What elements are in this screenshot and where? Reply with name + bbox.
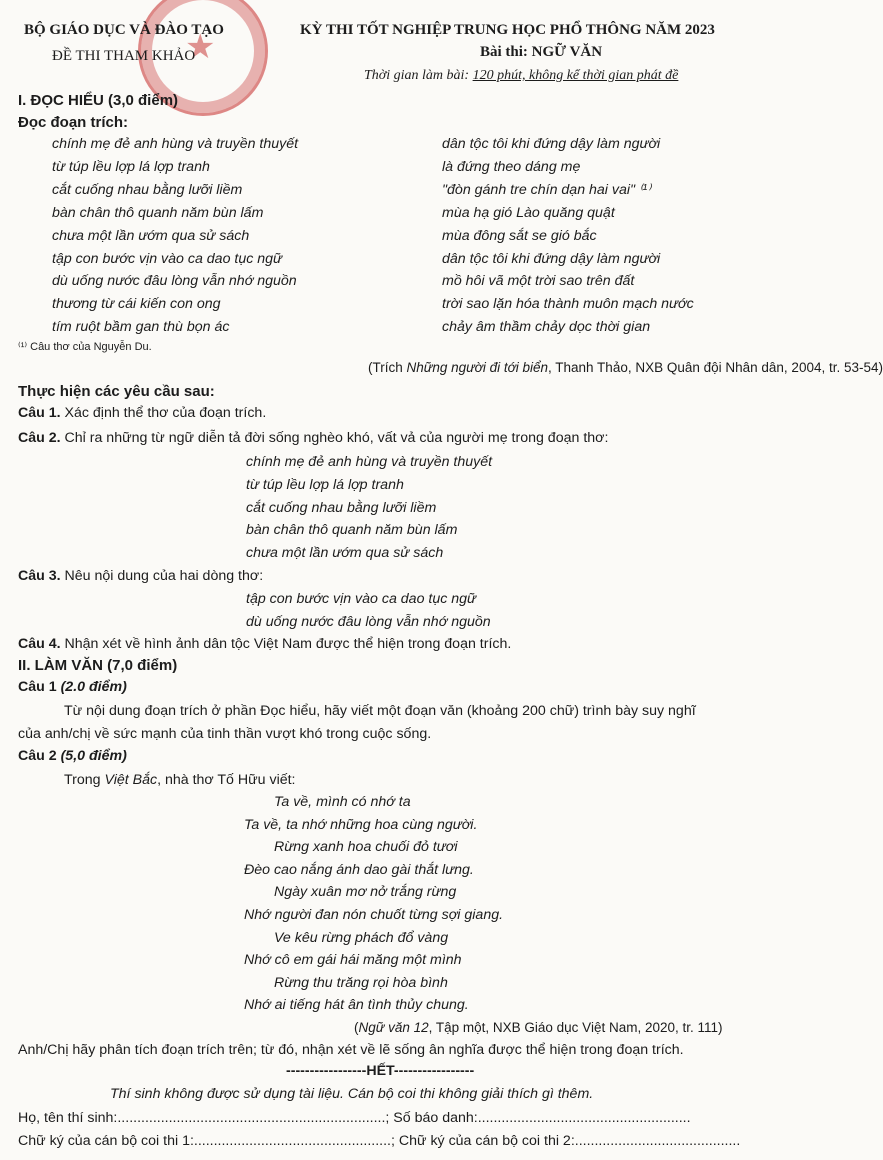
quote-line: cắt cuống nhau bằng lưỡi liềm: [246, 499, 437, 516]
footnote: ⁽¹⁾ Câu thơ của Nguyễn Du.: [18, 341, 152, 353]
essay-2-heading: [18, 748, 127, 764]
poem-line: dân tộc tôi khi đứng dậy làm người: [442, 250, 661, 267]
poem-line: là đứng theo dáng mẹ: [442, 158, 581, 175]
time-allowed: [364, 68, 678, 84]
question-1: [18, 405, 266, 421]
q4-text: Nhận xét về hình ảnh dân tộc Việt Nam được thể hiện trong đoạn trích.: [60, 636, 512, 652]
exam-type: ĐỀ THI THAM KHẢO: [52, 48, 196, 64]
c2-intro-prefix: Trong: [64, 772, 105, 788]
essay-1-heading: [18, 679, 127, 695]
exam-note: Thí sinh không được sử dụng tài liệu. Cán bộ coi thi không giải thích gì thêm.: [110, 1086, 594, 1102]
exam-title: KỲ THI TỐT NGHIỆP TRUNG HỌC PHỔ THÔNG NĂM 2023: [300, 22, 715, 38]
section-1-heading: I. ĐỌC HIỂU (3,0 điểm): [18, 92, 179, 109]
q1-label: Câu 1.: [18, 405, 61, 421]
essay-1-text-line-1: Từ nội dung đoạn trích ở phần Đọc hiểu, hãy viết một đoạn văn (khoảng 200 chữ) trình bày suy nghĩ: [64, 703, 696, 719]
c1-points: (2.0 điểm): [60, 679, 127, 695]
essay-2-source: [354, 1020, 723, 1035]
poem-line: trời sao lặn hóa thành muôn mạch nước: [442, 296, 694, 313]
poem-line: chưa một lần ướm qua sử sách: [52, 227, 250, 244]
tasks-heading: Thực hiện các yêu cầu sau:: [18, 383, 215, 400]
question-4: [18, 636, 511, 652]
poem-line: bàn chân thô quanh năm bùn lấm: [52, 204, 264, 221]
q4-label: Câu 4.: [18, 636, 61, 652]
verse-line: Nhớ cô em gái hái măng một mình: [244, 952, 462, 969]
c2-points: (5,0 điểm): [60, 748, 127, 764]
time-prefix: Thời gian làm bài:: [364, 68, 473, 83]
q2-label: Câu 2.: [18, 430, 61, 446]
poem-line: thương từ cái kiến con ong: [52, 296, 221, 313]
verse-line: Nhớ ai tiếng hát ân tình thủy chung.: [244, 997, 469, 1014]
verse-line: Ve kêu rừng phách đổ vàng: [274, 929, 449, 946]
verse-line: Ta về, ta nhớ những hoa cùng người.: [244, 816, 478, 833]
poem-line: mồ hôi vã một trời sao trên đất: [442, 273, 635, 290]
c1-label: Câu 1: [18, 679, 61, 695]
poem-line: dù uống nước đâu lòng vẫn nhớ nguồn: [52, 273, 297, 290]
source-title: Những người đi tới biển: [406, 360, 549, 375]
poem-line: từ túp lều lợp lá lợp tranh: [52, 158, 210, 175]
seal-star-icon: ★: [185, 28, 216, 66]
question-3: [18, 568, 263, 584]
essay-2-intro: [64, 772, 296, 788]
poem-line: chảy âm thầm chảy dọc thời gian: [442, 319, 651, 336]
quote-line: bàn chân thô quanh năm bùn lấm: [246, 522, 458, 539]
candidate-name-field: Họ, tên thí sinh:....................................................................; Số báo danh:......................................................: [18, 1110, 691, 1126]
question-2: [18, 430, 608, 446]
q3-text: Nêu nội dung của hai dòng thơ:: [60, 568, 264, 584]
q3-label: Câu 3.: [18, 568, 61, 584]
q1-text: Xác định thể thơ của đoạn trích.: [60, 405, 267, 421]
quote-line: chính mẹ đẻ anh hùng và truyền thuyết: [246, 454, 493, 470]
c2-intro-suffix: , nhà thơ Tố Hữu viết:: [157, 772, 296, 788]
verse-line: Nhớ người đan nón chuốt từng sợi giang.: [244, 907, 504, 923]
poem-line: chính mẹ đẻ anh hùng và truyền thuyết: [52, 136, 299, 152]
subject-title: Bài thi: NGỮ VĂN: [480, 44, 603, 60]
poem-line: mùa hạ gió Lào quăng quật: [442, 204, 615, 221]
poem-line: mùa đông sắt se gió bắc: [442, 227, 597, 244]
poem-line: tập con bước vịn vào ca dao tục ngữ: [52, 250, 283, 267]
end-marker: -----------------HẾT-----------------: [286, 1063, 475, 1079]
quote-line: dù uống nước đâu lòng vẫn nhớ nguồn: [246, 613, 491, 630]
c2-label: Câu 2: [18, 748, 61, 764]
section-1-intro: Đọc đoạn trích:: [18, 114, 129, 131]
quote-line: tập con bước vịn vào ca dao tục ngữ: [246, 591, 477, 607]
q2-text: Chỉ ra những từ ngữ diễn tả đời sống nghèo khó, vất vả của người mẹ trong đoạn thơ:: [60, 430, 609, 446]
ministry-name: BỘ GIÁO DỤC VÀ ĐÀO TẠO: [24, 22, 224, 38]
time-value: 120 phút, không kể thời gian phát đề: [472, 68, 679, 83]
quote-line: chưa một lần ướm qua sử sách: [246, 545, 444, 562]
essay-2-task: Anh/Chị hãy phân tích đoạn trích trên; từ đó, nhận xét về lẽ sống ân nghĩa được thể hiện trong đoạn trích.: [18, 1042, 684, 1058]
poem-line: tím ruột bầm gan thù bọn ác: [52, 319, 230, 336]
poem-line: cắt cuống nhau bằng lưỡi liềm: [52, 181, 243, 198]
section-2-heading: II. LÀM VĂN (7,0 điểm): [18, 657, 178, 674]
source-prefix: (Trích: [368, 360, 407, 375]
c2-source-title: Ngữ văn 12: [358, 1020, 429, 1035]
c2-intro-work: Việt Bắc: [104, 772, 158, 788]
verse-line: Đèo cao nắng ánh dao gài thắt lưng.: [244, 861, 474, 878]
poem-line: dân tộc tôi khi đứng dậy làm người: [442, 136, 661, 152]
verse-line: Ngày xuân mơ nở trắng rừng: [274, 884, 457, 901]
poem-source: [368, 360, 883, 375]
verse-line: Ta về, mình có nhớ ta: [274, 794, 411, 810]
verse-line: Rừng thu trăng rọi hòa bình: [274, 974, 448, 991]
invigilator-signatures: Chữ ký của cán bộ coi thi 1:..................................................; Chữ ký của cán bộ coi thi 2:..........................................: [18, 1133, 741, 1149]
c2-source-prefix: (: [354, 1020, 359, 1035]
source-suffix: , Thanh Thảo, NXB Quân đội Nhân dân, 2004, tr. 53-54): [548, 360, 883, 375]
verse-line: Rừng xanh hoa chuối đỏ tươi: [274, 839, 458, 856]
essay-1-text-line-2: của anh/chị về sức mạnh của tinh thần vượt khó trong cuộc sống.: [18, 726, 432, 742]
poem-line: "đòn gánh tre chín dạn hai vai" ⁽¹⁾: [442, 181, 651, 198]
quote-line: từ túp lều lợp lá lợp tranh: [246, 476, 404, 493]
c2-source-suffix: , Tập một, NXB Giáo dục Việt Nam, 2020, tr. 111): [428, 1020, 723, 1035]
